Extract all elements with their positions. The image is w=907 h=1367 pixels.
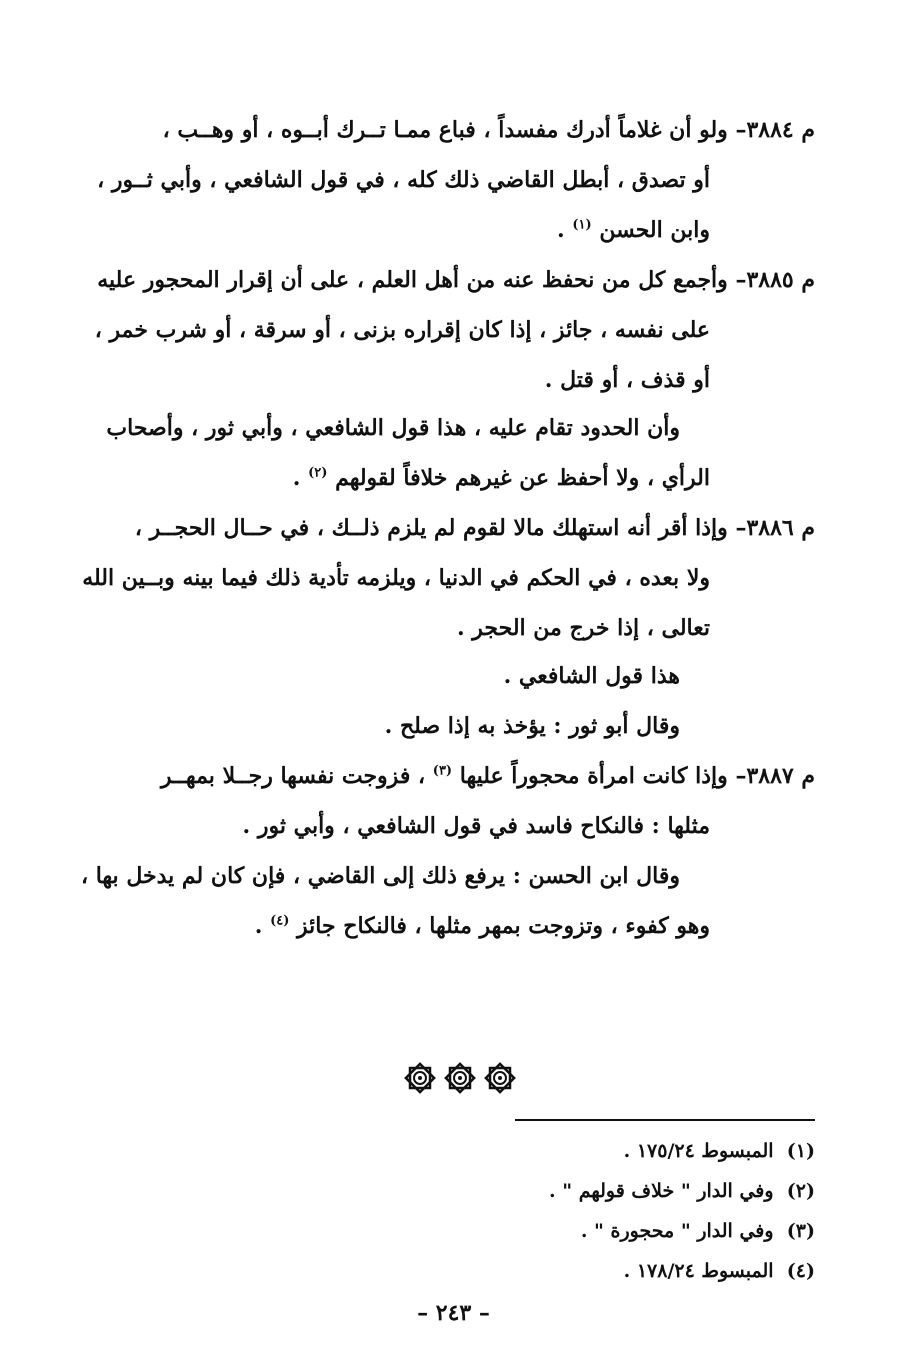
- footnote: [549, 1177, 815, 1205]
- star-ornament-icon: [482, 1060, 518, 1096]
- footnote-divider: [515, 1119, 815, 1121]
- footnote-mark: (١): [786, 1140, 815, 1162]
- footnote-mark: (٤): [786, 1260, 815, 1282]
- page-number: – ٢٤٣ –: [417, 1300, 490, 1326]
- text-line: م ٣٨٨٥– وأجمع كل من نحفظ عنه من أهل العلم ، على أن إقرار المحجور عليه: [97, 267, 815, 293]
- text-line: ولا بعده ، في الحكم في الدنيا ، ويلزمه تأدية ذلك فيما بينه وبــين الله: [82, 565, 710, 591]
- star-ornament-icon: [402, 1060, 438, 1096]
- text-line: م ٣٨٨٦– وإذا أقر أنه استهلك مالا لقوم لم يلزم ذلــك ، في حــال الحجــر ،: [134, 515, 815, 541]
- text-line: الرأي ، ولا أحفظ عن غيرهم خلافاً لقولهم $^{(٢)}$ .: [292, 465, 710, 491]
- star-ornament-icon: [442, 1060, 478, 1096]
- text-line: وابن الحسن $^{(١)}$ .: [557, 217, 710, 243]
- footnote-ref: (٢): [308, 465, 328, 481]
- footnote-mark: (٢): [786, 1180, 815, 1202]
- text-line: تعالى ، إذا خرج من الحجر .: [456, 615, 710, 641]
- text-line: وأن الحدود تقام عليه ، هذا قول الشافعي ، وأبي ثور ، وأصحاب: [106, 415, 680, 441]
- section-ornament: [400, 1060, 520, 1098]
- text-line: هذا قول الشافعي .: [503, 663, 680, 689]
- footnote-text: وفي الدار " خلاف قولهم " .: [548, 1180, 774, 1202]
- text-line: م ٣٨٨٤– ولو أن غلاماً أدرك مفسداً ، فباع ممـا تــرك أبــوه ، أو وهــب ،: [162, 117, 815, 143]
- text-line: أو قذف ، أو قتل .: [544, 367, 710, 393]
- text-line: مثلها : فالنكاح فاسد في قول الشافعي ، وأبي ثور .: [242, 813, 710, 839]
- footnote-mark: (٣): [786, 1220, 815, 1242]
- text-line: وقال أبو ثور : يؤخذ به إذا صلح .: [384, 713, 680, 739]
- footnote-text: المبسوط ١٧٨/٢٤ .: [623, 1260, 774, 1282]
- footnote-text: المبسوط ١٧٥/٢٤ .: [623, 1140, 774, 1162]
- footnote-ref: (٣): [432, 763, 453, 779]
- footnote-ref: (٤): [270, 913, 290, 929]
- footnote: [581, 1217, 815, 1245]
- text-line: على نفسه ، جائز ، إذا كان إقراره بزنى ، أو سرقة ، أو شرب خمر ،: [94, 317, 710, 343]
- footnote-text: وفي الدار " محجورة " .: [580, 1220, 774, 1242]
- text-line: وهو كفوء ، وتزوجت بمهر مثلها ، فالنكاح جائز $^{(٤)}$ .: [254, 913, 710, 939]
- text-line: أو تصدق ، أبطل القاضي ذلك كله ، في قول الشافعي ، وأبي ثــور ،: [97, 167, 710, 193]
- footnote: [624, 1137, 815, 1165]
- text-line: م ٣٨٨٧– وإذا كانت امرأة محجوراً عليها $^{(٣)}$ ، فزوجت نفسها رجــلا بمهــر: [160, 763, 815, 789]
- text-line: وقال ابن الحسن : يرفع ذلك إلى القاضي ، فإن كان لم يدخل بها ،: [80, 863, 680, 889]
- footnote-ref: (١): [572, 217, 592, 233]
- footnote: [624, 1257, 815, 1285]
